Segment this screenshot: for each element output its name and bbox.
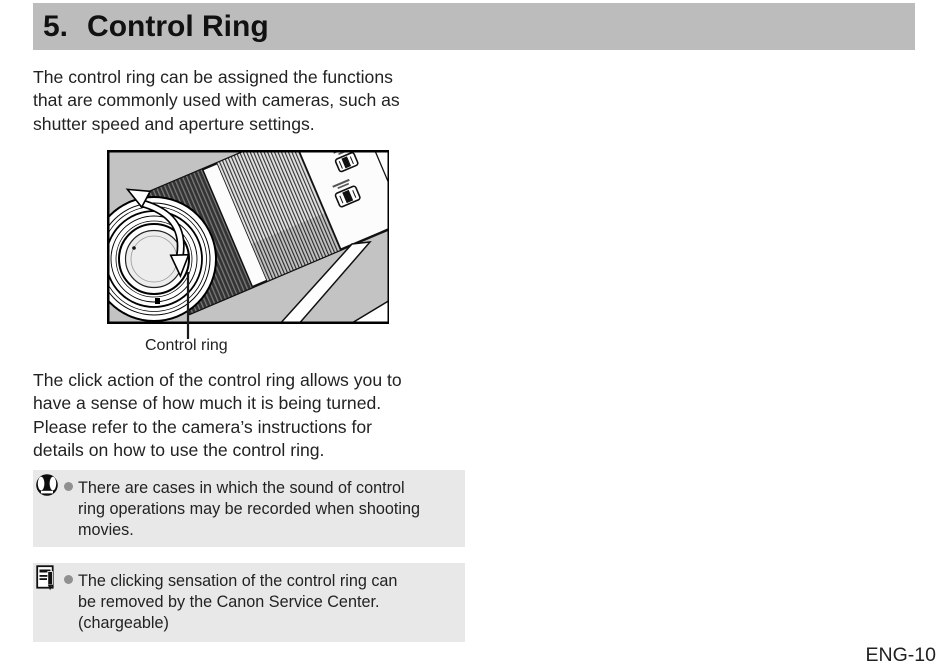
intro-line: The control ring can be assigned the functions [33,67,393,87]
note-line: The clicking sensation of the control ring can [78,572,398,590]
bullet-point [64,575,73,584]
body-line: Please refer to the camera’s instructions for [33,416,372,437]
body-line: have a sense of how much it is being turned. [33,393,382,414]
section-number: 5. [43,9,69,43]
intro-line: that are commonly used with cameras, such as [33,90,400,111]
note-line: movies. [78,521,134,539]
page-number: ENG-10 [865,644,936,666]
lens-illustration [107,150,389,340]
bullet-point [64,482,73,491]
body-line: details on how to use the control ring. [33,440,325,461]
body-paragraph [33,369,402,463]
body-line: The click action of the control ring allows you to [33,370,402,390]
memo-note-text [78,571,397,634]
note-line: ring operations may be recorded when shooting [78,500,420,518]
note-line: (chargeable) [78,614,169,632]
page-title: Control Ring [87,9,269,43]
index-mark [155,298,160,304]
caution-icon [36,472,58,499]
intro-paragraph [33,66,400,136]
note-line: be removed by the Canon Service Center. [78,593,380,611]
figure-caption: Control ring [145,337,228,354]
note-line: There are cases in which the sound of control [78,479,405,497]
caution-note-box [33,470,465,547]
intro-line: shutter speed and aperture settings. [33,113,315,134]
memo-icon [36,565,57,592]
caution-note-text [78,478,420,541]
rim-dot [132,246,136,250]
memo-note-box [33,563,465,642]
section-header-bar [33,3,915,50]
